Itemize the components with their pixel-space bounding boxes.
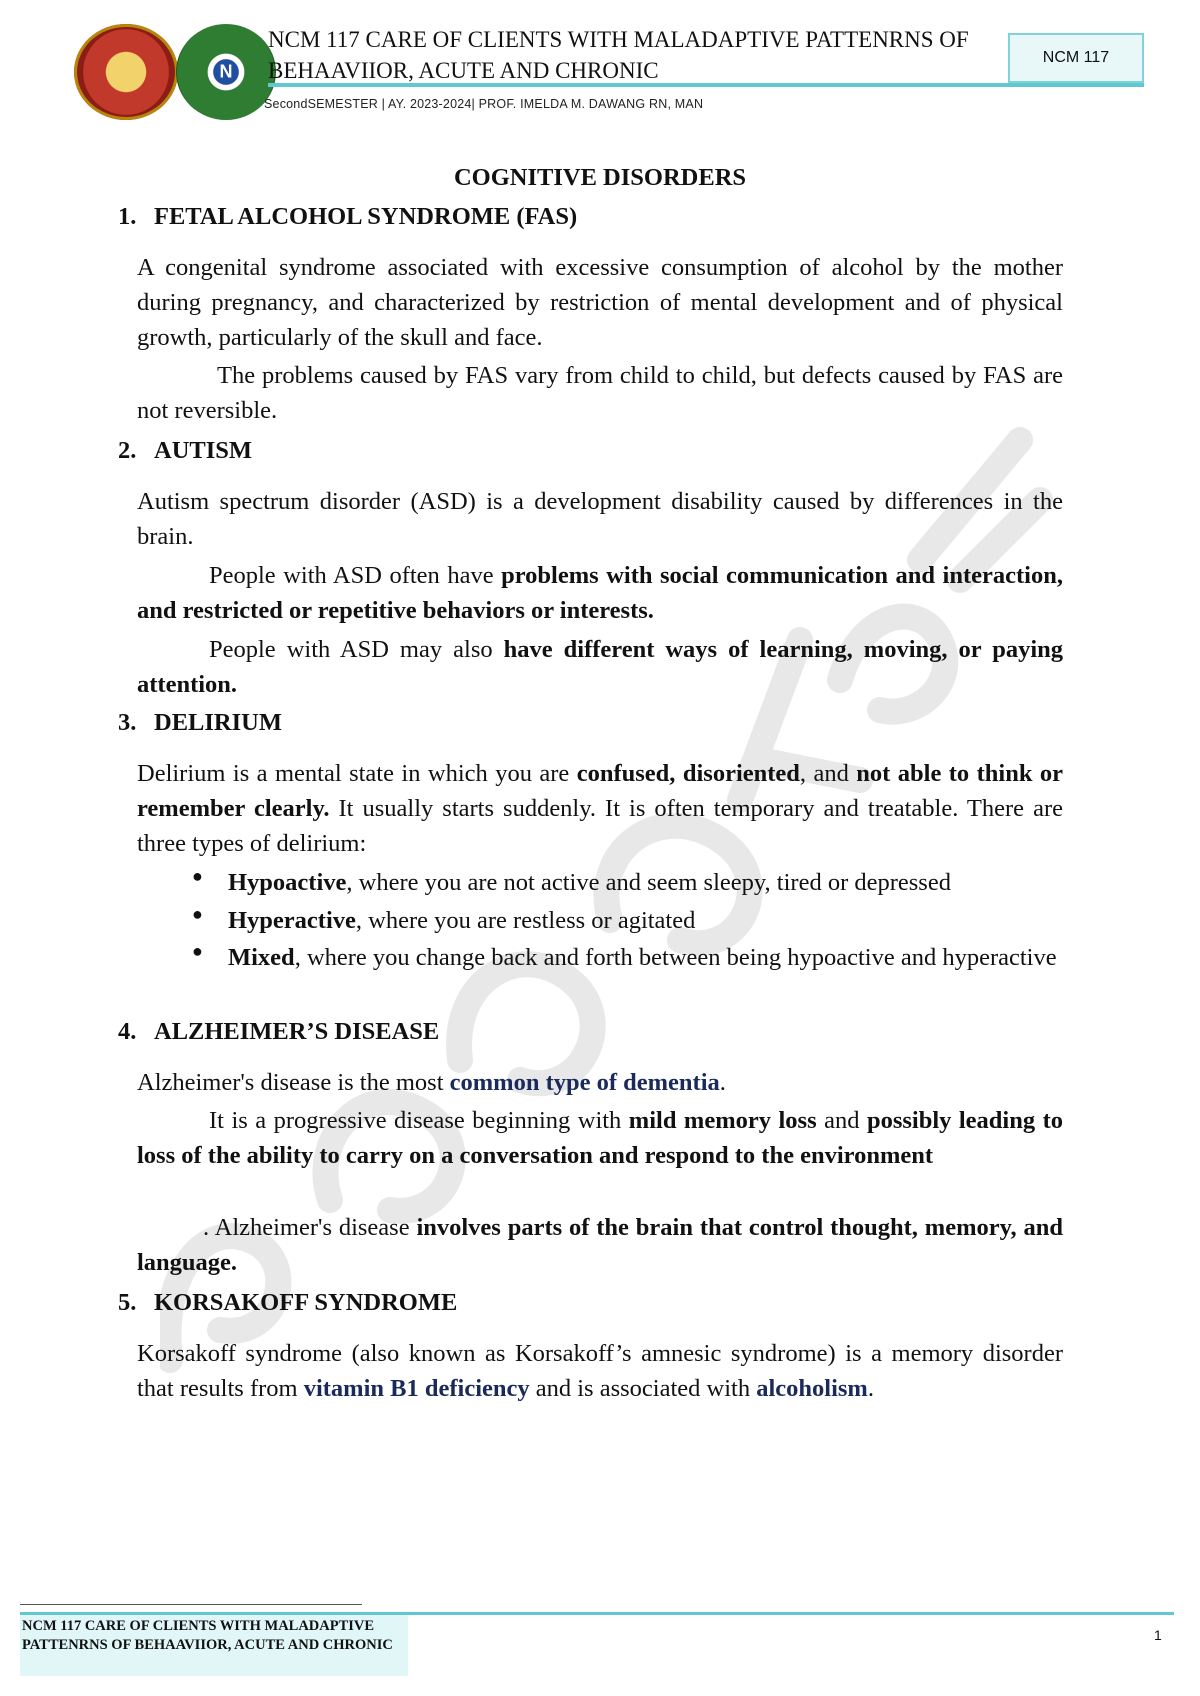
alzheimers-paragraph-3	[137, 1210, 1063, 1280]
bold-run: Hypoactive	[228, 869, 347, 896]
alzheimers-definition	[137, 1065, 1063, 1100]
bold-run: vitamin B1 deficiency	[303, 1375, 530, 1402]
text-run: People with ASD often have	[209, 562, 502, 589]
section-heading-korsakoff	[118, 1285, 457, 1320]
autism-paragraph-2	[137, 558, 1063, 628]
section-title: ALZHEIMER’S DISEASE	[154, 1018, 440, 1045]
text-run: and is associated with	[529, 1375, 757, 1402]
text-run: , where you are restless or agitated	[355, 907, 696, 934]
text-run: It usually starts suddenly. It is often temporary and treatable. There are three types of delirium:	[137, 795, 1063, 857]
text-run: .	[867, 1375, 874, 1402]
bullet-icon: ●	[192, 866, 203, 886]
page-number: 1	[1154, 1627, 1162, 1643]
section-number: 1.	[118, 203, 137, 230]
korsakoff-definition	[137, 1336, 1063, 1406]
delirium-type-hyperactive	[228, 903, 1064, 938]
header-title: NCM 117 CARE OF CLIENTS WITH MALADAPTIVE PATTENRNS OF BEHAAVIIOR, ACUTE AND CHRONIC	[268, 27, 969, 83]
text-run: , where you are not active and seem sleepy, tired or depressed	[346, 869, 951, 896]
section-number: 2.	[118, 437, 137, 464]
section-heading-delirium	[118, 705, 282, 740]
section-number: 5.	[118, 1289, 137, 1316]
bullet-icon: ●	[192, 941, 203, 961]
section-title: AUTISM	[154, 437, 253, 464]
text-run: , and	[799, 760, 857, 787]
header-subtitle: SecondSEMESTER | AY. 2023-2024| PROF. IMELDA M. DAWANG RN, MAN	[264, 97, 704, 111]
footer-rule	[20, 1604, 362, 1605]
delirium-definition	[137, 756, 1063, 861]
text-run: and	[816, 1107, 867, 1134]
logo-letter: N	[219, 61, 233, 82]
department-of-nursing-logo	[176, 24, 276, 120]
text-run: Korsakoff syndrome (also known as Korsakoff’s amnesic syndrome) is a memory disorder that results from	[137, 1340, 1063, 1402]
text-run: , where you change back and forth between being hypoactive and hyperactive	[294, 944, 1057, 971]
section-title: FETAL ALCOHOL SYNDROME (FAS)	[154, 203, 578, 230]
section-title: DELIRIUM	[154, 709, 282, 736]
alzheimers-paragraph-2	[137, 1103, 1063, 1173]
bold-run: common type of dementia	[449, 1069, 720, 1096]
autism-definition: Autism spectrum disorder (ASD) is a development disability caused by differences in the brain.	[137, 488, 1063, 550]
text-run: People with ASD may also	[209, 636, 504, 663]
text-run: It is a progressive disease beginning with	[209, 1107, 629, 1134]
section-number: 3.	[118, 709, 137, 736]
text-run: Delirium is a mental state in which you are	[137, 760, 577, 787]
university-seal-logo	[74, 24, 178, 120]
text-run: .	[719, 1069, 726, 1096]
bold-run: confused, disoriented	[576, 760, 800, 787]
bold-run: not able to think or remember clearly.	[137, 760, 1063, 822]
bold-run: alcoholism	[756, 1375, 868, 1402]
fas-definition: A congenital syndrome associated with excessive consumption of alcohol by the mother during pregnancy, and characterized by restriction of mental development and of physical growth, particularly of the skull and face.	[137, 254, 1063, 351]
delirium-type-hypoactive	[228, 865, 1064, 900]
bullet-icon: ●	[192, 904, 203, 924]
section-heading-autism	[118, 433, 252, 468]
bold-run: mild memory loss	[628, 1107, 817, 1134]
section-heading-alzheimers	[118, 1014, 439, 1049]
section-title: KORSAKOFF SYNDROME	[154, 1289, 458, 1316]
fas-note: The problems caused by FAS vary from child to child, but defects caused by FAS are not reversible.	[137, 362, 1063, 424]
bold-run: involves parts of the brain that control thought, memory, and language.	[137, 1214, 1063, 1276]
header-divider	[268, 83, 1144, 87]
bold-run: possibly leading to loss of the ability to carry on a conversation and respond to the environment	[137, 1107, 1063, 1169]
course-badge: NCM 117	[1008, 33, 1144, 83]
delirium-type-mixed	[228, 940, 1064, 975]
page-title: COGNITIVE DISORDERS	[453, 164, 747, 191]
text-run: . Alzheimer's disease	[203, 1214, 417, 1241]
section-number: 4.	[118, 1018, 137, 1045]
bold-run: have different ways of learning, moving, or paying attention.	[137, 636, 1064, 698]
section-heading-fas	[118, 199, 577, 234]
bold-run: Mixed	[228, 944, 295, 971]
footer-course-title: NCM 117 CARE OF CLIENTS WITH MALADAPTIVE PATTENRNS OF BEHAAVIIOR, ACUTE AND CHRONIC	[22, 1618, 393, 1653]
bold-run: problems with social communication and interaction, and restricted or repetitive behaviors or interests.	[137, 562, 1063, 624]
bold-run: Hyperactive	[228, 907, 356, 934]
autism-paragraph-3	[137, 632, 1063, 702]
text-run: Alzheimer's disease is the most	[137, 1069, 450, 1096]
